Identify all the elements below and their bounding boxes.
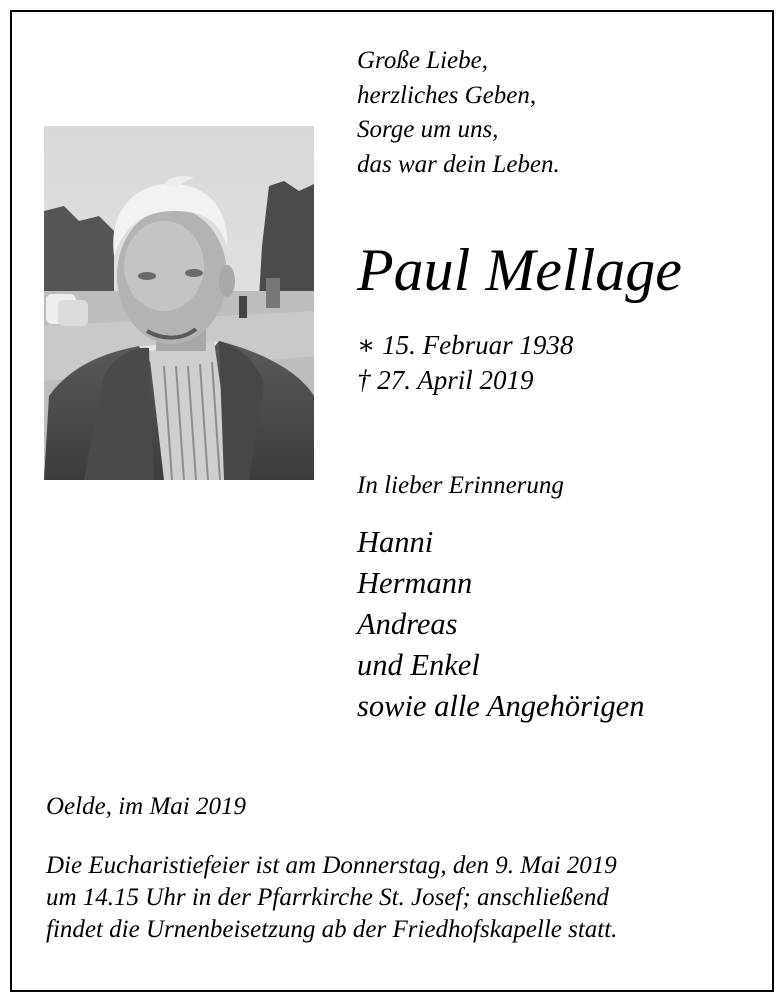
mourners-list <box>357 522 644 727</box>
notice-line: findet die Urnenbeisetzung ab der Friedhofskapelle statt. <box>46 916 618 943</box>
mourner-name: Andreas <box>357 607 458 641</box>
poem-line: Große Liebe, <box>357 47 488 74</box>
death-date: † 27. April 2019 <box>357 365 534 395</box>
birth-date: ∗ 15. Februar 1938 <box>357 330 574 360</box>
deceased-name: Paul Mellage <box>357 237 682 303</box>
poem-line: das war dein Leben. <box>357 150 560 178</box>
service-notice <box>46 850 617 946</box>
mourner-name: Hanni <box>357 525 434 559</box>
remembrance-label: In lieber Erinnerung <box>357 472 564 499</box>
life-dates <box>357 328 573 398</box>
poem-line: herzliches Geben, <box>357 81 537 109</box>
obituary-frame <box>10 10 774 992</box>
portrait-photo-icon <box>44 126 314 480</box>
mourner-name: sowie alle Angehörigen <box>357 689 645 723</box>
poem-line: Sorge um uns, <box>357 116 499 143</box>
notice-line: um 14.15 Uhr in der Pfarrkirche St. Josef; anschließend <box>46 884 609 911</box>
mourner-name: und Enkel <box>357 648 480 682</box>
mourner-name: Hermann <box>357 566 473 600</box>
place-and-date: Oelde, im Mai 2019 <box>46 793 246 820</box>
portrait-photo-icon <box>44 126 314 480</box>
notice-line: Die Eucharistiefeier ist am Donnerstag, den 9. Mai 2019 <box>46 852 617 879</box>
poem <box>357 44 560 182</box>
